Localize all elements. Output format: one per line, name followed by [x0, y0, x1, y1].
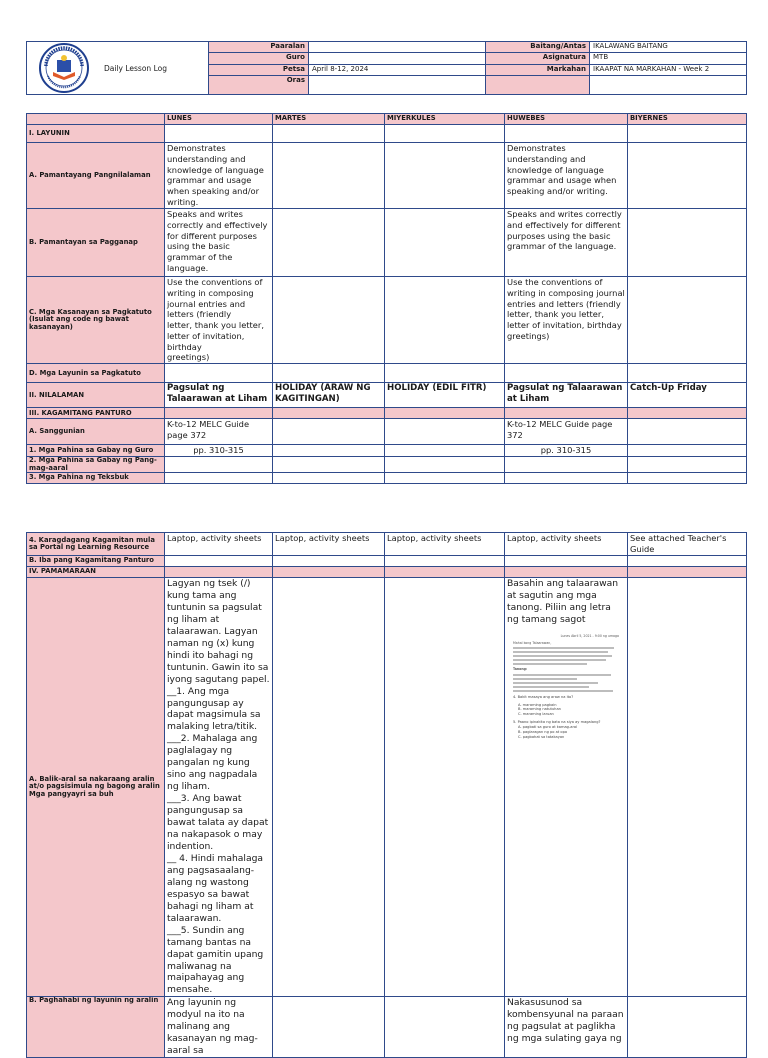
lesson-cell-text: Basahin ang talaarawan at sagutin ang mga tanong. Piliin ang letra ng tamang sagot: [507, 578, 619, 625]
lesson-cell[interactable]: Laptop, activity sheets: [273, 533, 385, 556]
table-row: [27, 125, 747, 143]
table-row: [27, 408, 747, 419]
worksheet-image: [513, 634, 619, 740]
lesson-cell[interactable]: [628, 125, 747, 143]
lesson-cell[interactable]: [628, 473, 747, 484]
lesson-cell[interactable]: [628, 143, 747, 209]
lesson-cell[interactable]: Laptop, activity sheets: [505, 533, 628, 556]
table-row: [27, 143, 747, 209]
day-wednesday: MIYERKULES: [385, 114, 505, 125]
table-row: [27, 419, 747, 445]
lesson-cell[interactable]: [385, 473, 505, 484]
lesson-cell[interactable]: Lagyan ng tsek (/) kung tama ang tuntunin sa pagsulat ng liham at talaarawan. Lagyan naman ng (x) kung hindi ito bahagi ng tuntunin. Gawin ito sa iyong sagutang papel. __1. Ang mga pangungusap ay dapat magsimula sa malaking letra/titik. ___2. Mahalaga ang paglalagay ng pangalan ng kung sino ang nagpadala ng liham. ___3. Ang bawat pangungusap sa bawat talata ay dapat na nakapasok o may indention. __ 4. Hindi mahalaga ang pagsasaalang-alang ng wastong espasyo sa bawat bahagi ng liham at talaarawan. ___5. Sundin ang tamang bantas na dapat gamitin upang maliwanag na maipahayag ang mensahe.: [165, 578, 273, 997]
row-label: 3. Mga Pahina ng Teksbuk: [27, 473, 165, 484]
lesson-cell[interactable]: See attached Teacher's Guide: [628, 533, 747, 556]
lesson-cell[interactable]: [165, 556, 273, 567]
lesson-cell[interactable]: [385, 445, 505, 457]
table-row: [27, 473, 747, 484]
lesson-cell[interactable]: [505, 364, 628, 383]
subject-label: Asignatura: [486, 53, 590, 64]
lesson-cell[interactable]: [165, 125, 273, 143]
date-label: Petsa: [209, 64, 309, 75]
day-friday: BIYERNES: [628, 114, 747, 125]
row-label: A. Pamantayang Pangnilalaman: [27, 143, 165, 209]
lesson-cell[interactable]: K-to-12 MELC Guide page 372: [505, 419, 628, 445]
lesson-cell[interactable]: Speaks and writes correctly and effectively for different purposes using the basic grammar of the language.: [165, 209, 273, 277]
lesson-cell[interactable]: [628, 209, 747, 277]
lesson-cell[interactable]: [385, 419, 505, 445]
lesson-cell[interactable]: [505, 473, 628, 484]
day-tuesday: MARTES: [273, 114, 385, 125]
lesson-cell[interactable]: [385, 578, 505, 997]
lesson-cell[interactable]: Use the conventions of writing in composing journal entries and letters (friendly letter, thank you letter, letter of invitation, birthday greetings): [165, 277, 273, 364]
worksheet-choice: A. maraming pagkain: [518, 702, 557, 707]
lesson-cell[interactable]: [628, 578, 747, 997]
lesson-cell[interactable]: [273, 457, 385, 473]
lesson-cell[interactable]: [273, 419, 385, 445]
teacher-label: Guro: [209, 53, 309, 64]
lesson-cell[interactable]: Ang layunin ng modyul na ito na malinang ang kasanayan ng mag-aaral sa: [165, 997, 273, 1058]
lesson-table-page-2: [26, 532, 747, 1058]
date-value[interactable]: April 8-12, 2024: [309, 64, 486, 75]
lesson-cell[interactable]: Pagsulat ng Talaarawan at Liham: [505, 383, 628, 408]
lesson-cell[interactable]: Demonstrates understanding and knowledge of language grammar and usage when speaking and/or writing.: [505, 143, 628, 209]
lesson-cell: [385, 567, 505, 578]
lesson-cell: [273, 567, 385, 578]
lesson-cell[interactable]: [505, 457, 628, 473]
lesson-cell[interactable]: pp. 310-315: [505, 445, 628, 457]
table-row: [27, 445, 747, 457]
worksheet-date: Lunes Abril 5, 2021 - 9:00 ng umaga: [560, 633, 619, 638]
grade-value[interactable]: IKALAWANG BAITANG: [590, 42, 747, 53]
lesson-cell[interactable]: [385, 997, 505, 1058]
lesson-cell[interactable]: K-to-12 MELC Guide page 372: [165, 419, 273, 445]
table-row: [27, 383, 747, 408]
lesson-cell[interactable]: Pagsulat ng Talaarawan at Liham: [165, 383, 273, 408]
lesson-cell[interactable]: [385, 143, 505, 209]
time-value[interactable]: [309, 76, 486, 95]
lesson-cell: [165, 408, 273, 419]
blank-label: [486, 76, 590, 95]
row-label: II. NILALAMAN: [27, 383, 165, 408]
lesson-cell[interactable]: pp. 310-315: [165, 445, 273, 457]
lesson-cell[interactable]: [385, 457, 505, 473]
deped-seal-icon: [29, 42, 99, 94]
lesson-cell[interactable]: [628, 556, 747, 567]
worksheet-choice: A. pagbati sa guro at kamag-aral: [518, 724, 578, 729]
lesson-cell[interactable]: [273, 556, 385, 567]
lesson-cell[interactable]: [385, 364, 505, 383]
quarter-value[interactable]: IKAAPAT NA MARKAHAN - Week 2: [590, 64, 747, 75]
lesson-cell[interactable]: [628, 277, 747, 364]
corner-cell: [27, 114, 165, 125]
lesson-cell[interactable]: [385, 556, 505, 567]
day-monday: LUNES: [165, 114, 273, 125]
quarter-label: Markahan: [486, 64, 590, 75]
worksheet-choice: B. paglaragan ng po at opo: [518, 729, 568, 734]
table-row: [27, 567, 747, 578]
teacher-value[interactable]: [309, 53, 486, 64]
worksheet-greeting: Mahal kong Talaarawan,: [513, 641, 552, 646]
lesson-cell[interactable]: [273, 143, 385, 209]
lesson-cell[interactable]: [273, 473, 385, 484]
day-header-row: [27, 114, 747, 125]
school-label: Paaralan: [209, 42, 309, 53]
lesson-cell[interactable]: HOLIDAY (EDIL FITR): [385, 383, 505, 408]
worksheet-choice: C. pagbahat sa tatakayan: [518, 734, 565, 739]
lesson-cell[interactable]: [505, 578, 628, 997]
row-label: A. Sanggunian: [27, 419, 165, 445]
lesson-cell[interactable]: [505, 556, 628, 567]
worksheet-choice: C. maraming laruan: [518, 712, 554, 717]
row-label: 1. Mga Pahina sa Gabay ng Guro: [27, 445, 165, 457]
lesson-cell[interactable]: Laptop, activity sheets: [385, 533, 505, 556]
lesson-cell[interactable]: Catch-Up Friday: [628, 383, 747, 408]
worksheet-choice: B. maraming natutuhan: [518, 707, 561, 712]
lesson-cell: [273, 408, 385, 419]
lesson-cell[interactable]: [165, 457, 273, 473]
lesson-cell: [505, 567, 628, 578]
time-label: Oras: [209, 76, 309, 95]
row-label: 2. Mga Pahina sa Gabay ng Pang-mag-aaral: [27, 457, 165, 473]
lesson-cell: [628, 408, 747, 419]
table-row: [27, 997, 747, 1058]
subject-value[interactable]: MTB: [590, 53, 747, 64]
lesson-cell[interactable]: [628, 419, 747, 445]
row-label: III. KAGAMITANG PANTURO: [27, 408, 165, 419]
table-row: [27, 556, 747, 567]
row-label: B. Paghahabi ng layunin ng aralin: [27, 997, 165, 1058]
lesson-cell[interactable]: [165, 473, 273, 484]
lesson-cell: [628, 567, 747, 578]
lesson-cell[interactable]: [628, 457, 747, 473]
worksheet-question-5: 5. Paano ipinakita ng bata na siya ay magalang?: [513, 720, 601, 725]
lesson-cell[interactable]: Use the conventions of writing in composing journal entries and letters (friendly letter, thank you letter, letter of invitation, birthday greetings): [505, 277, 628, 364]
row-label: B. Pamantayan sa Pagganap: [27, 209, 165, 277]
lesson-cell[interactable]: Laptop, activity sheets: [165, 533, 273, 556]
lesson-cell[interactable]: [385, 125, 505, 143]
lesson-cell[interactable]: [505, 125, 628, 143]
lesson-cell[interactable]: [273, 997, 385, 1058]
row-label: D. Mga Layunin sa Pagkatuto: [27, 364, 165, 383]
document-title: Daily Lesson Log: [104, 63, 167, 73]
lesson-cell[interactable]: [628, 997, 747, 1058]
row-label: C. Mga Kasanayan sa Pagkatuto (Isulat ang code ng bawat kasanayan): [27, 277, 165, 364]
lesson-cell[interactable]: Nakasusunod sa kombensyunal na paraan ng pagsulat at paglikha ng mga sulating gaya ng: [505, 997, 628, 1058]
lesson-table-page-1: [26, 113, 747, 484]
lesson-cell[interactable]: [628, 364, 747, 383]
worksheet-tanong: Tanong:: [513, 667, 528, 672]
header-logo-cell: [27, 42, 209, 95]
row-label: 4. Karagdagang Kagamitan mula sa Portal ng Learning Resource: [27, 533, 165, 556]
lesson-cell[interactable]: Speaks and writes correctly and effectively for different purposes using the basic grammar of the language.: [505, 209, 628, 277]
table-row: [27, 578, 747, 997]
table-row: [27, 457, 747, 473]
lesson-cell[interactable]: [273, 277, 385, 364]
worksheet-question-4: 4. Bakit masaya ang araw na ito?: [513, 694, 574, 699]
row-label: IV. PAMAMARAAN: [27, 567, 165, 578]
school-value[interactable]: [309, 42, 486, 53]
lesson-cell[interactable]: [273, 445, 385, 457]
lesson-cell[interactable]: [273, 125, 385, 143]
row-label: I. LAYUNIN: [27, 125, 165, 143]
lesson-cell[interactable]: [385, 209, 505, 277]
header-table: [26, 41, 747, 95]
lesson-cell: [385, 408, 505, 419]
lesson-cell: [165, 567, 273, 578]
table-row: [27, 364, 747, 383]
table-row: [27, 209, 747, 277]
lesson-cell[interactable]: HOLIDAY (ARAW NG KAGITINGAN): [273, 383, 385, 408]
lesson-cell[interactable]: [273, 578, 385, 997]
table-row: [27, 277, 747, 364]
lesson-cell[interactable]: [273, 364, 385, 383]
row-label: B. Iba pang Kagamitang Panturo: [27, 556, 165, 567]
row-label: A. Balik-aral sa nakaraang aralin at/o pagsisimula ng bagong aralin Mga pangyayri sa buh: [27, 578, 165, 997]
lesson-cell[interactable]: [385, 277, 505, 364]
lesson-cell[interactable]: [165, 364, 273, 383]
table-row: [27, 533, 747, 556]
lesson-cell: [505, 408, 628, 419]
grade-label: Baitang/Antas: [486, 42, 590, 53]
lesson-cell[interactable]: [273, 209, 385, 277]
lesson-cell[interactable]: Demonstrates understanding and knowledge of language grammar and usage when speaking and/or writing.: [165, 143, 273, 209]
day-thursday: HUWEBES: [505, 114, 628, 125]
lesson-cell[interactable]: [628, 445, 747, 457]
blank-value[interactable]: [590, 76, 747, 95]
